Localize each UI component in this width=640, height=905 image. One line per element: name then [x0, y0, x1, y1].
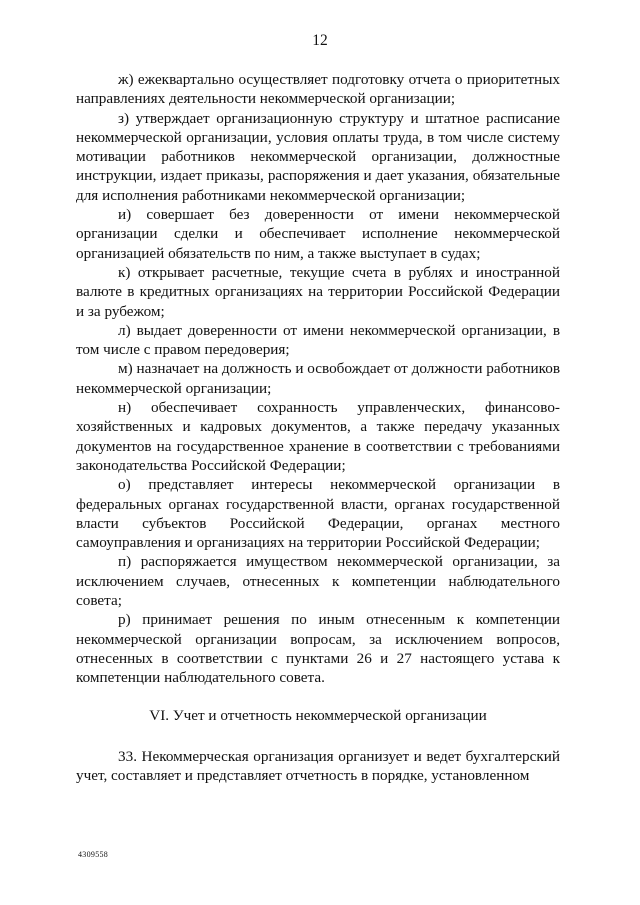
clause-k: к) открывает расчетные, текущие счета в рублях и иностранной валюте в кредитных организациях на территории Российской Федерации и за рубежом; — [76, 263, 560, 320]
clause-z: з) утверждает организационную структуру и штатное расписание некоммерческой организации, условия оплаты труда, в том числе систему мотивации работников некоммерческой организации, должностные инструкции, издает приказы, распоряжения и дает указания, обязательные для исполнения работниками некоммерческой организации; — [76, 109, 560, 204]
clause-l: л) выдает доверенности от имени некоммерческой организации, в том числе с правом передоверия; — [76, 321, 560, 359]
clause-m: м) назначает на должность и освобождает от должности работников некоммерческой организации; — [76, 360, 560, 397]
document-body — [76, 70, 560, 785]
clause-p: п) распоряжается имуществом некоммерческой организации, за исключением случаев, отнесенных к компетенции наблюдательного совета; — [76, 553, 560, 610]
clause-n: н) обеспечивает сохранность управленческих, финансово-хозяйственных и кадровых документов, а также передачу указанных документов на государственное хранение в соответствии с требованиями законодательства Российской Федерации; — [76, 399, 560, 474]
clause-33: 33. Некоммерческая организация организует и ведет бухгалтерский учет, составляет и представляет отчетность в порядке, установленном — [76, 747, 560, 785]
clause-o: о) представляет интересы некоммерческой организации в федеральных органах государственной власти, органах государственной власти субъектов Российской Федерации, органах местного самоуправления и организациях на территории Российской Федерации; — [76, 476, 560, 552]
section-heading: VI. Учет и отчетность некоммерческой организации — [149, 706, 487, 724]
page-number: 12 — [312, 32, 328, 49]
clause-i: и) совершает без доверенности от имени некоммерческой организации сделки и обеспечивает исполнение некоммерческой организацией обязательств по ним, а также выступает в судах; — [76, 206, 560, 262]
clause-zh: ж) ежеквартально осуществляет подготовку отчета о приоритетных направлениях деятельности некоммерческой организации; — [76, 71, 560, 108]
document-code: 4309558 — [78, 850, 109, 859]
clause-r: р) принимает решения по иным отнесенным к компетенции некоммерческой организации вопросам, за исключением вопросов, отнесенных в соответствии с пунктами 26 и 27 настоящего устава к компетенции наблюдательного совета. — [76, 611, 560, 687]
